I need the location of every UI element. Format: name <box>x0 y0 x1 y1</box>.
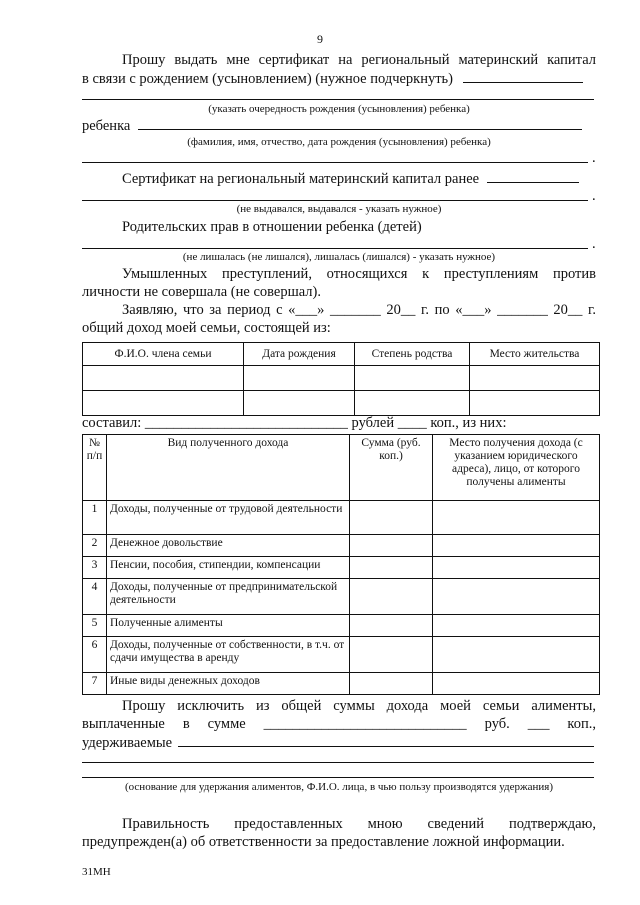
table-row <box>83 366 600 391</box>
income-col-amount: Сумма (руб. коп.) <box>350 435 433 501</box>
declare-line-2: общий доход моей семьи, состоящей из: <box>82 320 331 336</box>
table-row <box>83 615 600 637</box>
family-col-name: Ф.И.О. члена семьи <box>83 343 244 366</box>
table-cell[interactable] <box>355 366 470 391</box>
income-col-source: Место получения дохода (с указанием юридического адреса), лицо, от которого получены алименты <box>433 435 600 501</box>
form-code: 31МН <box>82 866 111 878</box>
table-row <box>83 501 600 535</box>
amount-cell[interactable] <box>350 557 433 579</box>
confirm-line-2: предупрежден(а) об ответственности за предоставление ложной информации. <box>82 834 565 850</box>
source-cell[interactable] <box>433 557 600 579</box>
table-cell[interactable] <box>355 391 470 416</box>
amount-cell[interactable] <box>350 535 433 557</box>
confirm-line-1: Правильность предоставленных мною сведений подтверждаю, <box>122 816 596 832</box>
hint-certificate: (не выдавался, выдавался - указать нужное) <box>236 203 442 215</box>
table-row <box>83 535 600 557</box>
amount-line: составил: ____________________________ рублей ____ коп., из них: <box>82 415 507 431</box>
income-col-type: Вид полученного дохода <box>107 435 350 501</box>
table-cell[interactable] <box>470 391 600 416</box>
period: . <box>592 150 596 166</box>
hint-child: (фамилия, имя, отчество, дата рождения (усыновления) ребенка) <box>187 136 491 148</box>
family-table <box>82 342 600 416</box>
row-number: 1 <box>83 501 107 535</box>
source-cell[interactable] <box>433 535 600 557</box>
income-type: Полученные алименты <box>107 615 350 637</box>
source-cell[interactable] <box>433 637 600 673</box>
page-number: 9 <box>317 32 323 46</box>
withheld-label: удерживаемые <box>82 735 173 751</box>
income-type: Доходы, полученные от трудовой деятельности <box>107 501 350 535</box>
certificate-text: Сертификат на региональный материнский капитал ранее <box>122 171 480 187</box>
amount-cell[interactable] <box>350 637 433 673</box>
request-line-1: Прошу выдать мне сертификат на региональный материнский капитал <box>122 52 596 68</box>
row-number: 7 <box>83 673 107 695</box>
table-cell[interactable] <box>83 391 244 416</box>
child-row <box>82 117 596 135</box>
exclude-line-2: выплаченные в сумме ____________________________ руб. ___ коп., <box>82 716 596 732</box>
certificate-field[interactable] <box>487 170 579 183</box>
income-type: Доходы, полученные от собственности, в т.ч. от сдачи имущества в аренду <box>107 637 350 673</box>
row-number: 6 <box>83 637 107 673</box>
period: . <box>592 236 596 252</box>
source-cell[interactable] <box>433 501 600 535</box>
hint-birth-order: (указать очередность рождения (усыновления) ребенка) <box>208 103 470 115</box>
income-type: Пенсии, пособия, стипендии, компенсации <box>107 557 350 579</box>
child-label: ребенка <box>82 118 131 134</box>
exclude-line-1: Прошу исключить из общей суммы дохода моей семьи алименты, <box>122 698 596 714</box>
hint-parental-rights: (не лишалась (не лишался), лишалась (лишался) - указать нужное) <box>182 251 496 263</box>
fill-line[interactable] <box>82 162 588 163</box>
family-col-residence: Место жительства <box>470 343 600 366</box>
income-type: Доходы, полученные от предпринимательской деятельности <box>107 579 350 615</box>
child-field[interactable] <box>138 117 582 130</box>
hint-basis: (основание для удержания алиментов, Ф.И.О. лица, в чью пользу производятся удержания) <box>124 781 553 793</box>
table-row <box>83 673 600 695</box>
table-cell[interactable] <box>470 366 600 391</box>
row-number: 2 <box>83 535 107 557</box>
family-table-header <box>83 343 600 366</box>
table-row <box>83 391 600 416</box>
table-cell[interactable] <box>244 391 355 416</box>
table-cell[interactable] <box>83 366 244 391</box>
period: . <box>592 188 596 204</box>
family-col-relation: Степень родства <box>355 343 470 366</box>
family-col-birthdate: Дата рождения <box>244 343 355 366</box>
table-row <box>83 557 600 579</box>
amount-cell[interactable] <box>350 501 433 535</box>
income-table-header <box>83 435 600 501</box>
amount-cell[interactable] <box>350 579 433 615</box>
exclude-line-3 <box>82 734 596 752</box>
table-row <box>83 579 600 615</box>
fill-line[interactable] <box>82 777 594 778</box>
table-cell[interactable] <box>244 366 355 391</box>
birth-order-field[interactable] <box>463 70 583 83</box>
source-cell[interactable] <box>433 673 600 695</box>
fill-line[interactable] <box>82 762 594 763</box>
table-row <box>83 637 600 673</box>
row-number: 3 <box>83 557 107 579</box>
fill-line[interactable] <box>82 200 588 201</box>
declare-line-1: Заявляю, что за период с «___» _______ 20__ г. по «___» _______ 20__ г. <box>122 302 596 318</box>
source-cell[interactable] <box>433 579 600 615</box>
income-table <box>82 434 600 695</box>
certificate-row <box>82 170 596 188</box>
source-cell[interactable] <box>433 615 600 637</box>
row-number: 4 <box>83 579 107 615</box>
fill-line[interactable] <box>82 99 594 100</box>
fill-line[interactable] <box>82 248 588 249</box>
withheld-field[interactable] <box>178 734 594 747</box>
income-type: Денежное довольствие <box>107 535 350 557</box>
amount-cell[interactable] <box>350 673 433 695</box>
crimes-line-1: Умышленных преступлений, относящихся к преступлениям против <box>122 266 596 282</box>
amount-cell[interactable] <box>350 615 433 637</box>
income-col-number: № п/п <box>83 435 107 501</box>
row-number: 5 <box>83 615 107 637</box>
crimes-line-2: личности не совершала (не совершал). <box>82 284 321 300</box>
income-type: Иные виды денежных доходов <box>107 673 350 695</box>
request-line-2-text: в связи с рождением (усыновлением) (нужное подчеркнуть) <box>82 71 454 87</box>
parental-rights-text: Родительских прав в отношении ребенка (детей) <box>122 219 422 235</box>
request-line-2 <box>82 70 596 88</box>
